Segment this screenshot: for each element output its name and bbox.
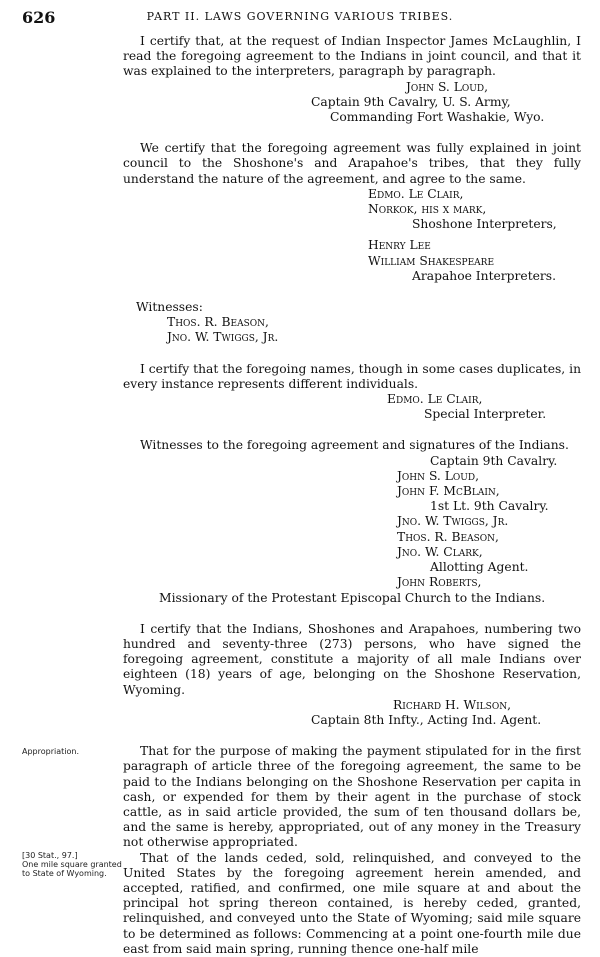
signature-name: Richard H. Wilson, — [393, 697, 511, 712]
signature-name: Edmo. Le Clair, — [368, 186, 464, 201]
signature-title: Shoshone Interpreters, — [412, 217, 557, 232]
signature-title: Arapahoe Interpreters. — [412, 268, 557, 283]
certification-paragraph-3: I certify that the foregoing names, though in some cases duplicates, in every instance represents different individuals. — [123, 361, 581, 391]
witnesses-label: Witnesses: — [136, 300, 203, 315]
margin-note-text: One mile square granted to State of Wyoming. — [22, 859, 122, 878]
witness-name: Jno. W. Clark, — [397, 544, 483, 559]
certification-paragraph-4: I certify that the Indians, Shoshones and Arapahoes, numbering two hundred and seventy-three (273) persons, who have signed the foregoing agreement, constitute a majority of all male Indians over eighteen (18) years of age, belonging on the Shoshone Reservation, Wyoming. — [123, 621, 581, 697]
signature-title: Captain 8th Infty., Acting Ind. Agent. — [311, 712, 542, 727]
witness-name: Thos. R. Beason, — [397, 529, 499, 544]
signature-name: William Shakespeare — [368, 253, 495, 268]
certification-paragraph-1: I certify that, at the request of Indian Inspector James McLaughlin, I read the foregoing agreement to the Indians in joint council, and that it was explained to the interpreters, paragraph by paragraph. — [123, 34, 581, 79]
margin-note-citation: [30 Stat., 97.] — [22, 850, 78, 860]
running-title: PART II. LAWS GOVERNING VARIOUS TRIBES. — [146, 10, 454, 23]
witness-name: John S. Loud, — [397, 468, 479, 483]
signature-title: Captain 9th Cavalry, U. S. Army, — [311, 94, 511, 109]
signature-name: Norkok, his x mark, — [368, 202, 487, 217]
signature-title: Allotting Agent. — [430, 560, 529, 575]
page-number: 626 — [22, 8, 56, 27]
witness-name: John F. McBlain, — [397, 484, 500, 499]
witnesses-heading: Witnesses to the foregoing agreement and signatures of the Indians. — [140, 438, 569, 453]
signature-name: Edmo. Le Clair, — [387, 392, 483, 407]
witness-name: John Roberts, — [397, 575, 482, 590]
witness-name: Jno. W. Twiggs, Jr. — [167, 330, 279, 345]
certification-paragraph-2: We certify that the foregoing agreement was fully explained in joint council to the Shoshone's and Arapahoe's tribes, that they fully understand the nature of the agreement, and agree to the same. — [123, 141, 581, 186]
signature-title: 1st Lt. 9th Cavalry. — [430, 499, 549, 514]
margin-note-appropriation: Appropriation. — [22, 747, 79, 757]
main-text-column — [123, 34, 581, 957]
land-grant-paragraph: That of the lands ceded, sold, relinquished, and conveyed to the United States by the foregoing agreement herein amended, and accepted, ratified, and confirmed, one mile square at and about the principal hot spring thereon contained, is hereby ceded, granted, relinquished, and conveyed unto the State of Wyoming; said mile square to be determined as follows: Commencing at a point one-fourth mile due east from said main spring, running thence one-half mile — [123, 850, 581, 956]
appropriation-paragraph: That for the purpose of making the payment stipulated for in the first paragraph of article three of the foregoing agreement, the same to be paid to the Indians belonging on the Shoshone Reservation per capita in cash, or expended for them by their agent in the purchase of stock cattle, as in said article provided, the sum of ten thousand dollars be, and the same is hereby, appropriated, out of any money in the Treasury not otherwise appropriated. — [123, 744, 581, 850]
witness-name: Jno. W. Twiggs, Jr. — [397, 514, 509, 529]
signature-name: John S. Loud, — [406, 79, 488, 94]
witness-name: Thos. R. Beason, — [167, 315, 269, 330]
margin-note-land-grant — [22, 851, 122, 878]
signature-title: Captain 9th Cavalry. — [430, 453, 558, 468]
page-header — [22, 8, 578, 28]
signature-title: Missionary of the Protestant Episcopal Church to the Indians. — [159, 590, 546, 605]
signature-title: Commanding Fort Washakie, Wyo. — [330, 110, 545, 125]
signature-title: Special Interpreter. — [424, 407, 547, 422]
signature-name: Henry Lee — [368, 238, 431, 253]
